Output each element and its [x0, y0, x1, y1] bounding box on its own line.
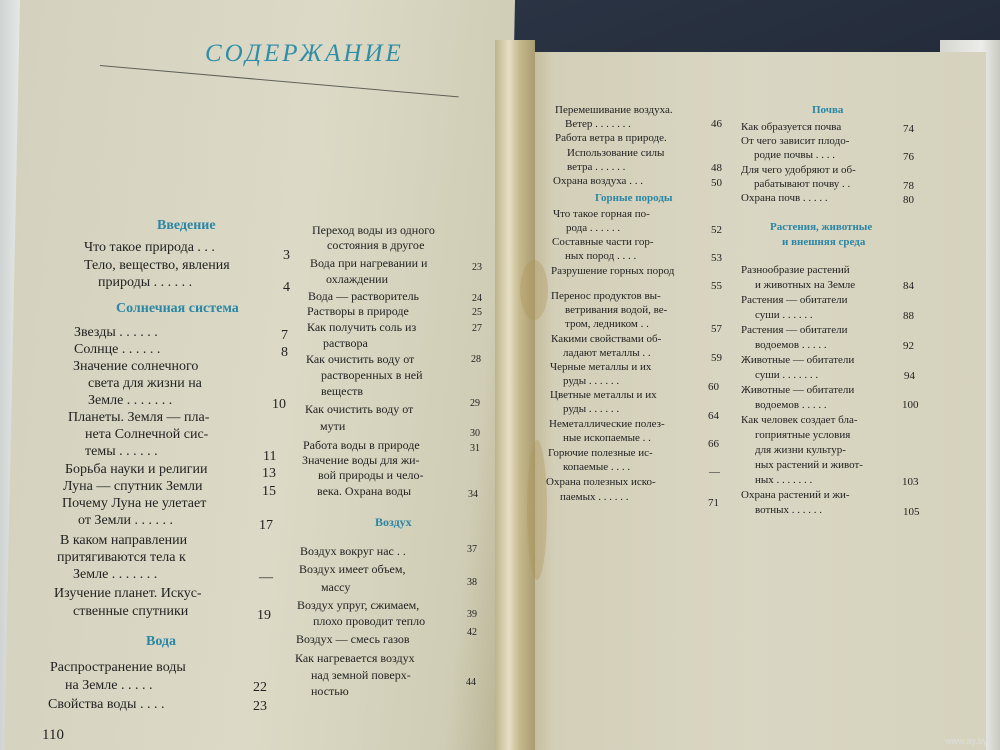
watermark: www.ay.by [945, 736, 988, 746]
toc-page-number: 4 [283, 280, 290, 295]
toc-page-number: — [709, 466, 720, 478]
toc-entry-text: Растения — обитатели [741, 324, 848, 336]
section-heading: Горные породы [595, 192, 673, 204]
toc-page-number: 31 [470, 443, 480, 454]
toc-entry-text: Горючие полезные ис- [548, 447, 653, 459]
toc-entry-text: Распространение воды [50, 660, 186, 675]
page-stain [520, 260, 548, 320]
toc-page-number: 38 [467, 577, 477, 588]
toc-entry-text: родие почвы . . . . [754, 149, 836, 161]
toc-page-number: 94 [904, 370, 915, 382]
toc-entry-text: Как образуется почва [741, 121, 842, 133]
toc-entry-text: копаемые . . . . [563, 461, 631, 473]
toc-entry-text: Составные части гор- [552, 236, 654, 248]
toc-entry-text: для жизни культур- [755, 444, 846, 456]
toc-entry-text: раствора [323, 336, 368, 350]
toc-entry-text: Перенос продуктов вы- [551, 290, 661, 302]
toc-entry-text: Разрушение горных пород [551, 265, 675, 277]
toc-entry-text: света для жизни на [88, 376, 202, 391]
toc-entry-text: Растения — обитатели [741, 294, 848, 306]
toc-page-number: 44 [466, 677, 476, 688]
toc-entry-text: Какими свойствами об- [551, 333, 662, 345]
toc-page-number: 3 [283, 248, 290, 263]
toc-entry-text: ных . . . . . . . [755, 474, 813, 486]
toc-entry-text: вой природы и чело- [318, 468, 424, 482]
toc-page-number: 22 [253, 680, 267, 695]
toc-page-number: 57 [711, 323, 722, 335]
toc-page-number: 52 [711, 224, 722, 236]
toc-entry-text: Разнообразие растений [741, 264, 850, 276]
toc-page-number: 17 [259, 518, 273, 533]
toc-page-number: 42 [467, 627, 477, 638]
toc-entry-text: Ветер . . . . . . . [565, 118, 631, 130]
toc-page-number: — [259, 570, 273, 585]
toc-page-number: 84 [903, 280, 914, 292]
toc-entry-text: Планеты. Земля — пла- [68, 410, 210, 425]
toc-entry-text: Для чего удобряют и об- [741, 164, 856, 176]
toc-entry-text: Цветные металлы и их [550, 389, 657, 401]
toc-entry-text: руды . . . . . . [563, 403, 620, 415]
toc-page-number: 13 [262, 466, 276, 481]
toc-entry-text: Что такое природа . . . [84, 240, 215, 255]
toc-entry-text: Как получить соль из [307, 320, 417, 334]
toc-page-number: 25 [472, 307, 482, 318]
toc-page-number: 103 [902, 476, 919, 488]
toc-page-number: 60 [708, 381, 719, 393]
section-heading: Воздух [375, 515, 412, 529]
toc-page-number: 10 [272, 397, 286, 412]
toc-entry-text: ветривания водой, ве- [565, 304, 668, 316]
toc-entry-text: Воздух имеет объем, [299, 562, 406, 576]
toc-entry-text: природы . . . . . . [98, 275, 193, 290]
toc-entry-text: Воздух вокруг нас . . [300, 544, 406, 558]
toc-page-number: 19 [257, 608, 271, 623]
toc-entry-text: В каком направлении [60, 533, 188, 548]
toc-entry-text: Работа ветра в природе. [555, 132, 667, 144]
page-stain [527, 440, 547, 580]
toc-entry-text: состояния в другое [327, 238, 425, 252]
toc-entry-text: Неметаллические полез- [549, 418, 665, 430]
toc-entry-text: руды . . . . . . [563, 375, 620, 387]
toc-page-number: 80 [903, 194, 914, 206]
toc-entry-text: Охрана почв . . . . . [741, 192, 828, 204]
toc-entry-text: водоемов . . . . . [755, 339, 827, 351]
section-heading: Солнечная система [116, 301, 239, 316]
toc-page-number: 37 [467, 544, 477, 555]
toc-entry-text: на Земле . . . . . [65, 678, 153, 693]
toc-page-number: 8 [281, 345, 288, 360]
toc-entry-text: вотных . . . . . . [755, 504, 823, 516]
toc-entry-text: охлаждении [326, 272, 389, 286]
toc-entry-text: Растворы в природе [307, 304, 409, 318]
toc-page-number: 50 [711, 177, 722, 189]
toc-entry-text: Черные металлы и их [550, 361, 652, 373]
toc-entry-text: рабатывают почву . . [754, 178, 851, 190]
toc-entry-text: рода . . . . . . [566, 222, 621, 234]
toc-entry-text: и животных на Земле [755, 279, 856, 291]
toc-entry-text: века. Охрана воды [317, 484, 412, 498]
toc-entry-text: Охрана воздуха . . . [553, 175, 643, 187]
toc-entry-text: ных пород . . . . [565, 250, 637, 262]
toc-entry-text: массу [321, 580, 351, 594]
toc-entry-text: Значение воды для жи- [302, 453, 420, 467]
toc-entry-text: Животные — обитатели [741, 384, 855, 396]
toc-page-number: 29 [470, 398, 480, 409]
toc-entry-text: темы . . . . . . [85, 444, 158, 459]
toc-page-number: 7 [281, 328, 288, 343]
toc-entry-text: притягиваются тела к [57, 550, 186, 565]
toc-entry-text: нета Солнечной сис- [85, 427, 209, 442]
toc-page-number: 74 [903, 123, 914, 135]
toc-entry-text: Борьба науки и религии [65, 462, 208, 477]
toc-entry-text: мути [320, 419, 346, 433]
toc-page-number: 39 [467, 609, 477, 620]
toc-page-number: 15 [262, 484, 276, 499]
toc-entry-text: ностью [311, 684, 349, 698]
toc-page-number: 46 [711, 118, 722, 130]
toc-page-number: 34 [468, 489, 478, 500]
toc-entry-text: паемых . . . . . . [560, 491, 629, 503]
toc-page-number: 66 [708, 438, 719, 450]
toc-page-number: 92 [903, 340, 914, 352]
toc-entry-text: Вода — растворитель [308, 289, 420, 303]
section-heading: Почва [812, 104, 844, 116]
toc-page-number: 48 [711, 162, 722, 174]
toc-entry-text: ственные спутники [73, 604, 189, 619]
toc-entry-text: Животные — обитатели [741, 354, 855, 366]
toc-entry-text: Значение солнечного [73, 359, 199, 374]
toc-page-number: 23 [253, 699, 267, 714]
toc-entry-text: Охрана полезных иско- [546, 476, 656, 488]
toc-page-number: 59 [711, 352, 722, 364]
toc-page-number: 27 [472, 323, 482, 334]
toc-entry-text: Тело, вещество, явления [84, 258, 230, 273]
toc-entry-text: от Земли . . . . . . [78, 513, 173, 528]
toc-entry-text: Как нагревается воздух [295, 651, 415, 665]
toc-page-number: 88 [903, 310, 914, 322]
section-heading: Введение [157, 218, 216, 233]
toc-page-number: 23 [472, 262, 482, 273]
section-heading: и внешняя среда [782, 236, 866, 248]
toc-page-number: 30 [470, 428, 480, 439]
page-number: 110 [42, 727, 64, 743]
toc-entry-text: гоприятные условия [755, 429, 851, 441]
section-heading: Вода [146, 634, 177, 649]
toc-page-number: 55 [711, 280, 722, 292]
toc-page-number: 28 [471, 354, 481, 365]
toc-entry-text: Земле . . . . . . . [88, 393, 173, 408]
toc-page-number: 105 [903, 506, 920, 518]
toc-entry-text: Солнце . . . . . . [74, 342, 161, 357]
toc-entry-text: Охрана растений и жи- [741, 489, 850, 501]
left-page [4, 0, 515, 750]
toc-entry-text: Как очистить воду от [306, 352, 415, 366]
toc-entry-text: водоемов . . . . . [755, 399, 827, 411]
toc-page-number: 11 [263, 449, 277, 464]
toc-page-number: 71 [708, 497, 719, 509]
toc-entry-text: ных растений и живот- [755, 459, 863, 471]
toc-entry-text: растворенных в ней [321, 368, 423, 382]
toc-entry-text: Воздух — смесь газов [296, 632, 410, 646]
toc-entry-text: Свойства воды . . . . [48, 697, 165, 712]
toc-entry-text: Воздух упруг, сжимаем, [297, 598, 420, 612]
toc-entry-text: над земной поверх- [311, 668, 411, 682]
toc-entry-text: Переход воды из одного [312, 223, 435, 237]
toc-entry-text: Изучение планет. Искус- [54, 586, 202, 601]
toc-entry-text: ветра . . . . . . [567, 161, 626, 173]
book-spine-gutter [495, 40, 535, 750]
toc-entry-text: Работа воды в природе [303, 438, 420, 452]
toc-entry-text: ладают металлы . . [563, 347, 651, 359]
toc-entry-text: Как человек создает бла- [741, 414, 858, 426]
toc-page-number: 64 [708, 410, 719, 422]
toc-entry-text: Почему Луна не улетает [62, 496, 207, 511]
toc-entry-text: От чего зависит плодо- [741, 135, 850, 147]
toc-page-number: 78 [903, 180, 914, 192]
toc-entry-text: Звезды . . . . . . [74, 325, 158, 340]
toc-entry-text: веществ [321, 384, 364, 398]
toc-entry-text: ные ископаемые . . [563, 432, 651, 444]
toc-entry-text: плохо проводит тепло [313, 614, 426, 628]
toc-entry-text: суши . . . . . . [755, 309, 813, 321]
contents-heading: СОДЕРЖАНИЕ [205, 40, 404, 67]
toc-page-number: 100 [902, 399, 919, 411]
toc-entry-text: Перемешивание воздуха. [555, 104, 673, 116]
toc-entry-text: Земле . . . . . . . [73, 567, 158, 582]
section-heading: Растения, животные [770, 221, 873, 233]
toc-entry-text: Использование силы [567, 147, 665, 159]
toc-entry-text: суши . . . . . . . [755, 369, 819, 381]
toc-entry-text: Вода при нагревании и [310, 256, 428, 270]
toc-entry-text: Как очистить воду от [305, 402, 414, 416]
toc-entry-text: Луна — спутник Земли [63, 479, 203, 494]
toc-entry-text: тром, ледником . . [565, 318, 649, 330]
toc-page-number: 24 [472, 293, 482, 304]
toc-page-number: 76 [903, 151, 914, 163]
toc-page-number: 53 [711, 252, 722, 264]
toc-entry-text: Что такое горная по- [553, 208, 650, 220]
